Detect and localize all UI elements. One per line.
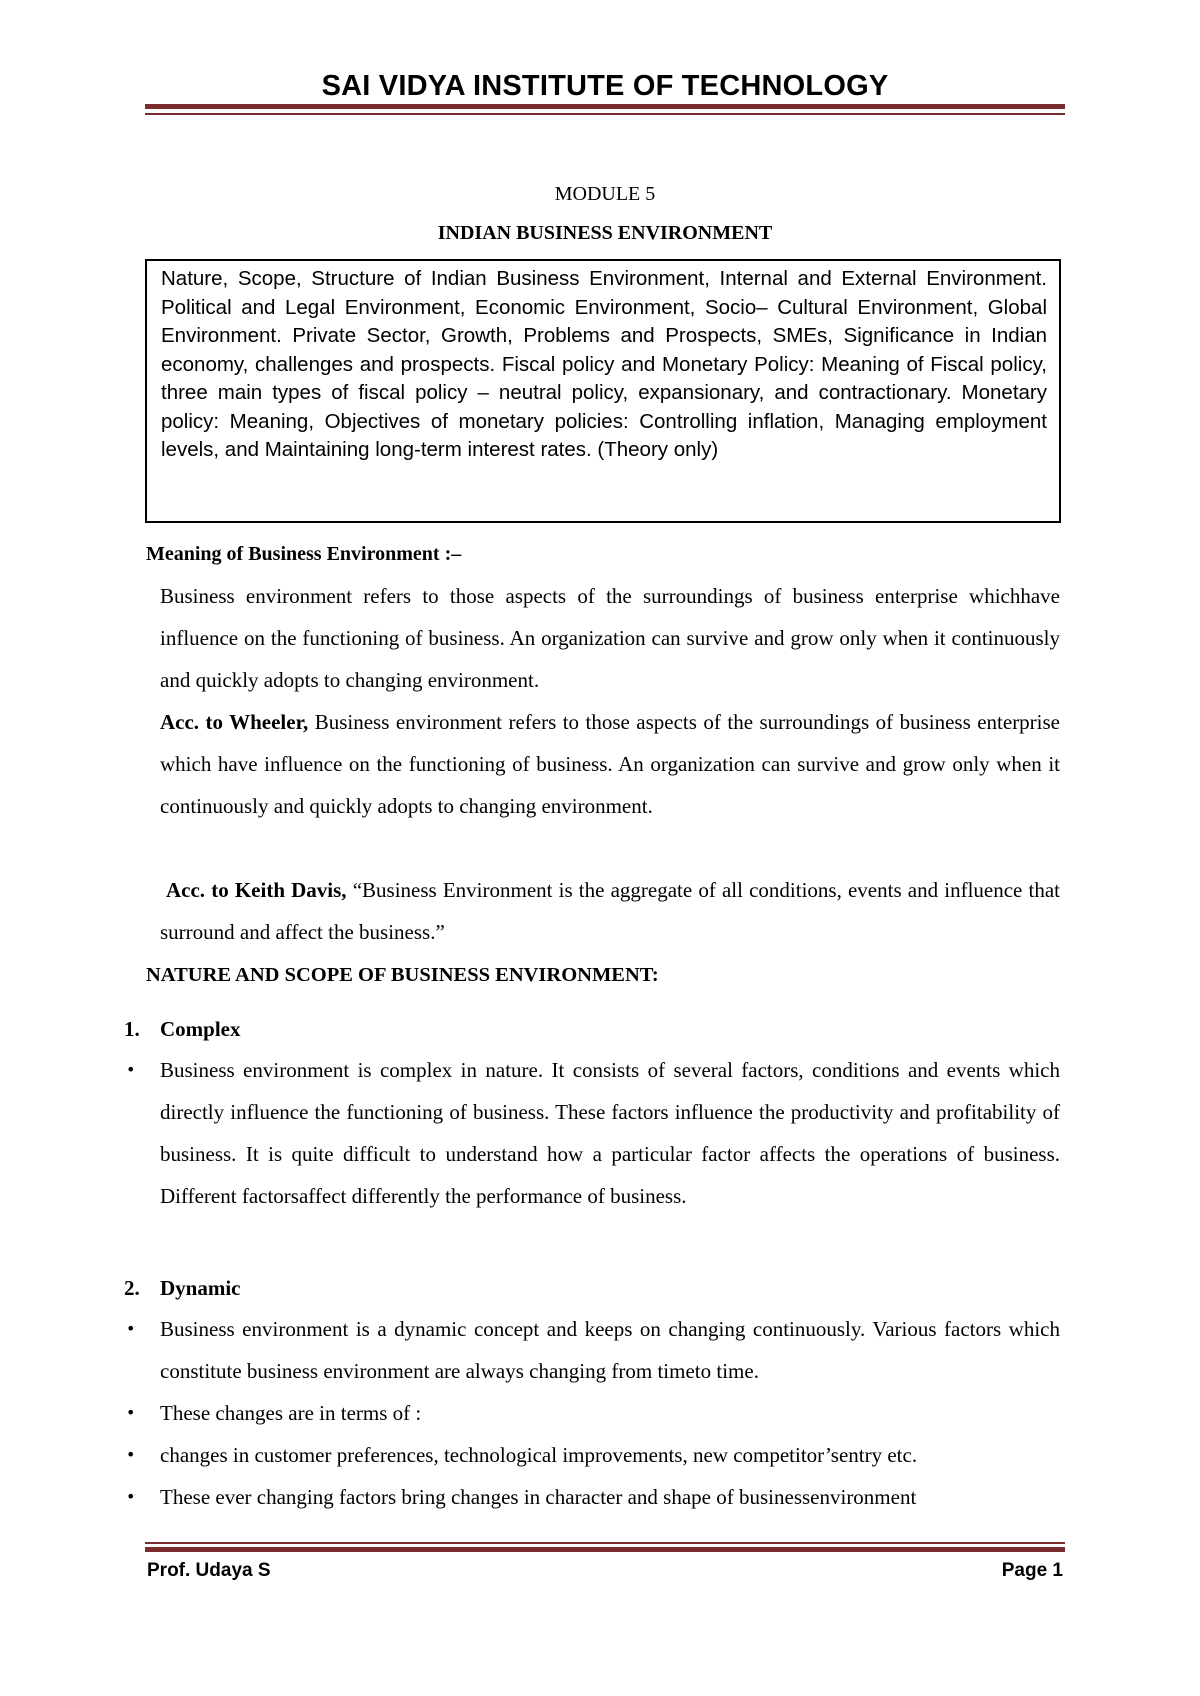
section-title: Complex xyxy=(160,1017,241,1041)
bullet-icon: • xyxy=(126,1319,136,1338)
bullet-icon: • xyxy=(126,1487,136,1506)
syllabus-box xyxy=(145,259,1061,523)
bullet-item xyxy=(124,1049,1060,1217)
meaning-paragraph: Business environment refers to those aspects of the surroundings of business enterprise whichhave influence on the functioning of business. An organization can survive and grow only when it continuously and quickly adopts to changing environment. xyxy=(160,584,1060,692)
davis-definition xyxy=(160,869,1060,953)
bullet-icon: • xyxy=(126,1403,136,1422)
section-number: 1. xyxy=(124,1017,140,1041)
module-number: MODULE 5 xyxy=(554,183,656,205)
footer-rule-thin xyxy=(145,1542,1065,1544)
wheeler-definition xyxy=(160,701,1060,827)
wheeler-label: Acc. to Wheeler, xyxy=(160,710,309,734)
syllabus-text: Nature, Scope, Structure of Indian Business Environment, Internal and External Environment. Political and Legal Environment, Economic Environment, Socio– Cultural Environment, Global Environment. Private Sector, Growth, Problems and Prospects, SMEs, Significance in Indian economy, challenges and prospects. Fiscal policy and Monetary Policy: Meaning of Fiscal policy, three main types of fiscal policy – neutral policy, expansionary, and contractionary. Monetary policy: Meaning, Objectives of monetary policies: Controlling inflation, Managing employment levels, and Maintaining long-term interest rates. (Theory only) xyxy=(161,267,1047,461)
nature-scope-heading: NATURE AND SCOPE OF BUSINESS ENVIRONMENT: xyxy=(146,964,659,986)
bullet-item xyxy=(124,1476,1060,1518)
header-rule-thin xyxy=(145,113,1065,115)
bullet-text: Business environment is complex in nature. It consists of several factors, conditions and events which directly influence the functioning of business. These factors influence the productivity and profitability of business. It is quite difficult to understand how a particular factor affects the operations of business. Different factorsaffect differently the performance of business. xyxy=(160,1058,1060,1208)
section-heading-complex xyxy=(124,1017,241,1042)
footer-rule-thick xyxy=(145,1547,1065,1552)
bullet-item xyxy=(124,1308,1060,1392)
bullet-icon: • xyxy=(126,1060,136,1079)
wheeler-text: Business environment refers to those aspects of the surroundings of business enterprise which have influence on the functioning of business. An organization can survive and grow only when it continuously and quickly adopts to changing environment. xyxy=(160,710,1061,818)
bullet-item xyxy=(124,1434,1060,1476)
bullet-icon: • xyxy=(126,1445,136,1464)
davis-text: “Business Environment is the aggregate of all conditions, events and influence that surround and affect the business.” xyxy=(160,878,1060,944)
davis-label: Acc. to Keith Davis, xyxy=(166,878,347,902)
footer-page-number: Page 1 xyxy=(1001,1560,1063,1581)
meaning-heading: Meaning of Business Environment :– xyxy=(146,543,462,565)
bullet-item xyxy=(124,1392,1060,1434)
footer-author: Prof. Udaya S xyxy=(147,1560,271,1581)
module-title: INDIAN BUSINESS ENVIRONMENT xyxy=(437,222,773,244)
bullet-text: These ever changing factors bring changes in character and shape of businessenvironment xyxy=(160,1485,917,1509)
bullet-text: These changes are in terms of : xyxy=(160,1401,422,1425)
bullet-text: Business environment is a dynamic concept and keeps on changing continuously. Various factors which constitute business environment are always changing from timeto time. xyxy=(160,1317,1060,1383)
section-title: Dynamic xyxy=(160,1276,241,1300)
header-rule-thick xyxy=(145,104,1065,109)
section-number: 2. xyxy=(124,1276,140,1300)
institute-header: SAI VIDYA INSTITUTE OF TECHNOLOGY xyxy=(321,70,889,102)
section-heading-dynamic xyxy=(124,1276,241,1301)
bullet-text: changes in customer preferences, technological improvements, new competitor’sentry etc. xyxy=(160,1443,918,1467)
